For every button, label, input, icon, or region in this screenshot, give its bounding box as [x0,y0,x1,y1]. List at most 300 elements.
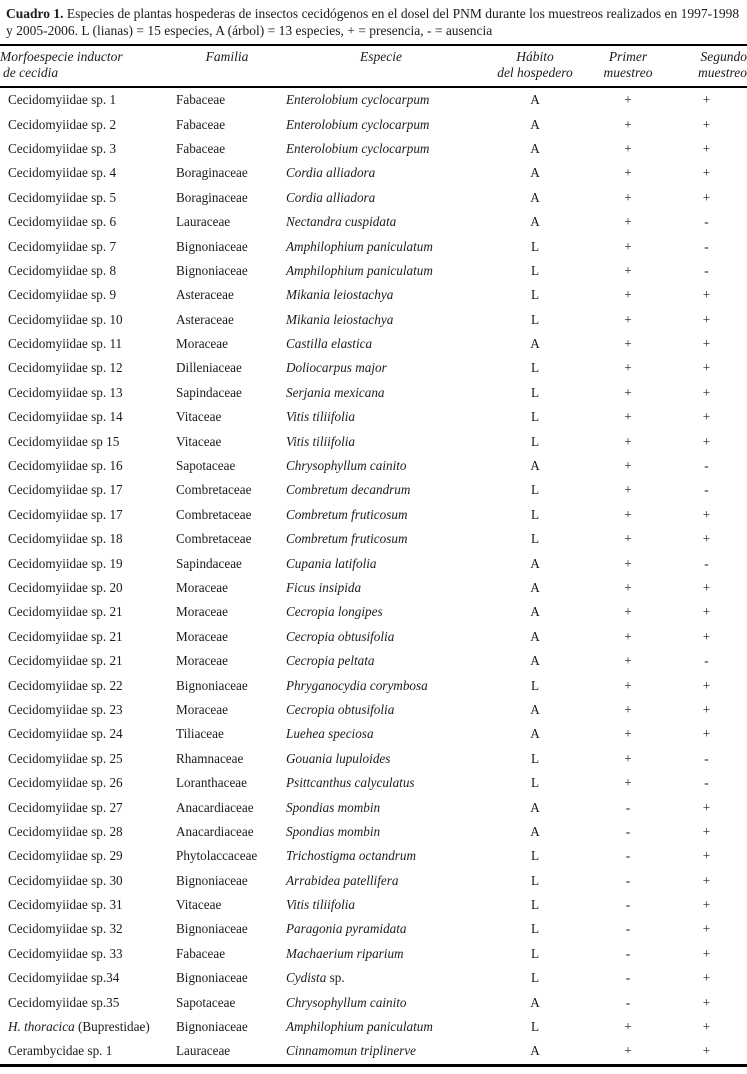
species-name-italic: Chrysophyllum cainito [286,458,407,474]
cell-first-sampling [590,1039,666,1065]
morphospecies-roman-part: Cecidomyiidae sp. 20 [8,580,123,595]
host-habit-value: L [530,750,540,766]
column-header-morfoespecie [0,45,172,87]
second-sampling-value: + [702,433,711,449]
header-morfoespecie-line1: Morfoespecie inductor [0,49,123,64]
cell-morphospecies [0,990,172,1014]
cell-morphospecies [0,429,172,453]
cell-host-habit [480,137,590,161]
species-name-italic: Castilla elastica [286,336,373,352]
morphospecies-roman-part: Cecidomyiidae sp. 31 [8,897,123,913]
cell-second-sampling [666,625,747,649]
host-habit-value: L [530,482,540,498]
cell-second-sampling [666,381,747,405]
cell-second-sampling [666,649,747,673]
host-habit-value: A [530,165,540,181]
table-row [0,308,747,332]
second-sampling-value: + [702,701,711,717]
cell-first-sampling [590,259,666,283]
first-sampling-value: + [624,677,632,693]
cell-first-sampling [590,820,666,844]
species-name-italic: Cupania latifolia [286,555,377,571]
morphospecies-roman-part: Cecidomyiidae sp. 21 [8,628,123,644]
table-row [0,1015,747,1039]
table-row [0,917,747,941]
first-sampling-value: - [625,921,631,937]
family-name: Lauraceae [176,214,231,230]
cell-second-sampling [666,112,747,136]
cell-second-sampling [666,698,747,722]
cell-second-sampling [666,917,747,941]
family-name: Bignoniaceae [176,921,248,937]
cell-species [282,820,480,844]
second-sampling-value: - [704,750,709,766]
cell-family [172,1015,282,1039]
column-header-segundo-muestreo [666,45,747,87]
cell-family [172,771,282,795]
first-sampling-value: + [624,238,632,254]
cell-second-sampling [666,771,747,795]
species-name-italic: Amphilophium paniculatum [286,1019,433,1035]
second-sampling-value: - [704,775,709,791]
cell-family [172,137,282,161]
cell-first-sampling [590,673,666,697]
first-sampling-value: + [624,360,632,376]
cell-morphospecies [0,942,172,966]
second-sampling-value: + [702,311,711,327]
morphospecies-roman-part: Cecidomyiidae sp. 10 [8,311,123,327]
morphospecies-roman-part: Cecidomyiidae sp. 22 [8,677,123,693]
cell-morphospecies [0,747,172,771]
table-row [0,87,747,112]
species-name-italic: Combretum decandrum [286,482,411,498]
first-sampling-value: - [625,799,631,815]
header-row [0,45,747,87]
cell-second-sampling [666,161,747,185]
second-sampling-value: - [704,262,709,278]
family-name: Moraceae [176,580,228,595]
table-row [0,332,747,356]
cell-family [172,283,282,307]
host-habit-value: A [530,653,540,669]
family-name: Tiliaceae [176,726,224,742]
host-habit-value: L [530,262,540,278]
cell-morphospecies [0,454,172,478]
family-name: Moraceae [176,653,228,669]
cell-first-sampling [590,551,666,575]
morphospecies-roman-part: Cecidomyiidae sp. 28 [8,823,123,839]
cell-family [172,820,282,844]
second-sampling-value: + [702,531,711,547]
host-habit-value: L [530,238,540,254]
morphospecies-roman-part: Cecidomyiidae sp. 9 [8,287,117,303]
species-name-italic: Doliocarpus major [286,360,387,376]
cell-host-habit [480,503,590,527]
family-name: Bignoniaceae [176,872,248,888]
species-name-italic: Serjania mexicana [286,384,385,400]
cell-family [172,917,282,941]
cell-first-sampling [590,429,666,453]
species-name-italic: Ficus insipida [286,580,362,595]
cell-morphospecies [0,600,172,624]
table-row [0,795,747,819]
second-sampling-value: + [702,189,711,205]
cell-second-sampling [666,673,747,697]
cell-first-sampling [590,966,666,990]
cell-host-habit [480,112,590,136]
header-especie-label: Especie [360,49,402,64]
cell-first-sampling [590,844,666,868]
second-sampling-value: + [702,677,711,693]
cell-morphospecies [0,649,172,673]
first-sampling-value: - [625,848,631,864]
table-row [0,990,747,1014]
cell-second-sampling [666,478,747,502]
species-name-italic: Vitis tiliifolia [286,433,355,449]
morphospecies-roman-part: Cecidomyiidae sp. 18 [8,531,123,547]
family-name: Bignoniaceae [176,262,248,278]
cell-first-sampling [590,649,666,673]
cell-morphospecies [0,503,172,527]
cell-second-sampling [666,405,747,429]
cell-first-sampling [590,87,666,112]
cell-species [282,381,480,405]
morphospecies-roman-part: Cecidomyiidae sp.35 [8,994,120,1010]
species-name-italic: Enterolobium cyclocarpum [286,140,430,156]
morphospecies-roman-part: Cecidomyiidae sp. 19 [8,555,123,571]
table-header [0,45,747,87]
table-row [0,747,747,771]
second-sampling-value: + [702,580,711,595]
host-habit-value: L [530,677,540,693]
table-row [0,942,747,966]
cell-family [172,527,282,551]
family-name: Combretaceae [176,506,252,522]
second-sampling-value: + [702,360,711,376]
cell-first-sampling [590,210,666,234]
family-name: Combretaceae [176,482,252,498]
table-row [0,869,747,893]
header-morfoespecie-line2: de cecidia [3,65,59,80]
cell-family [172,722,282,746]
second-sampling-value: + [702,1043,711,1059]
species-name-italic: Arrabidea patellifera [286,872,399,888]
cell-species [282,356,480,380]
morphospecies-roman-part: Cecidomyiidae sp. 2 [8,116,117,132]
table-row [0,698,747,722]
first-sampling-value: + [624,1019,632,1035]
morphospecies-roman-part: Cecidomyiidae sp. 26 [8,775,123,791]
species-name-italic: Mikania leiostachya [286,287,394,303]
family-name: Phytolaccaceae [176,848,258,864]
first-sampling-value: + [624,701,632,717]
species-name-italic: Enterolobium cyclocarpum [286,116,430,132]
cell-species [282,698,480,722]
host-plants-table [0,44,747,1067]
cell-first-sampling [590,527,666,551]
second-sampling-value: + [702,823,711,839]
cell-first-sampling [590,308,666,332]
second-sampling-value: - [704,653,709,669]
first-sampling-value: + [624,580,632,595]
cell-first-sampling [590,503,666,527]
cell-host-habit [480,795,590,819]
host-habit-value: A [530,92,540,108]
cell-species [282,259,480,283]
caption-text: Especies de plantas hospederas de insectos cecidógenos en el dosel del PNM durante los muestreos realizados en 1997-1998 y 2005-2006. L (lianas) = 15 especies, A (árbol) = 13 especies, + = presencia, - = ausencia [6,6,740,38]
cell-morphospecies [0,381,172,405]
cell-first-sampling [590,454,666,478]
cell-host-habit [480,844,590,868]
cell-morphospecies [0,186,172,210]
cell-species [282,600,480,624]
family-name: Moraceae [176,604,228,620]
cell-morphospecies [0,917,172,941]
cell-host-habit [480,283,590,307]
table-row [0,210,747,234]
morphospecies-roman-part: (Buprestidae) [74,1019,150,1035]
second-sampling-value: + [702,506,711,522]
caption-label: Cuadro 1. [6,6,64,21]
host-habit-value: A [530,336,540,352]
cell-first-sampling [590,576,666,600]
second-sampling-value: + [702,409,711,425]
morphospecies-roman-part: Cecidomyiidae sp. 21 [8,604,123,620]
table-row [0,356,747,380]
species-name-italic: Trichostigma octandrum [286,848,417,864]
first-sampling-value: + [624,775,632,791]
cell-host-habit [480,942,590,966]
table-row [0,600,747,624]
cell-host-habit [480,747,590,771]
cell-host-habit [480,893,590,917]
cell-second-sampling [666,454,747,478]
family-name: Anacardiaceae [176,799,254,815]
cell-species [282,551,480,575]
host-habit-value: L [530,897,540,913]
species-name-italic: Combretum fruticosum [286,506,408,522]
second-sampling-value: - [704,214,709,230]
cell-second-sampling [666,137,747,161]
column-header-familia [172,45,282,87]
cell-morphospecies [0,1015,172,1039]
host-habit-value: A [530,994,540,1010]
cell-host-habit [480,429,590,453]
family-name: Bignoniaceae [176,970,248,986]
species-name-italic: Spondias mombin [286,799,381,815]
cell-morphospecies [0,332,172,356]
cell-host-habit [480,356,590,380]
cell-species [282,234,480,258]
cell-family [172,893,282,917]
species-name-italic: Vitis tiliifolia [286,897,355,913]
cell-species [282,747,480,771]
family-name: Moraceae [176,701,228,717]
second-sampling-value: + [702,726,711,742]
cell-family [172,87,282,112]
first-sampling-value: + [624,165,632,181]
second-sampling-value: + [702,628,711,644]
first-sampling-value: + [624,92,632,108]
table-row [0,429,747,453]
cell-second-sampling [666,186,747,210]
host-habit-value: L [530,311,540,327]
cell-species [282,844,480,868]
cell-host-habit [480,332,590,356]
cell-first-sampling [590,161,666,185]
morphospecies-roman-part: Cecidomyiidae sp. 17 [8,506,123,522]
cell-family [172,161,282,185]
morphospecies-roman-part: Cecidomyiidae sp. 33 [8,945,123,961]
cell-first-sampling [590,283,666,307]
species-name-italic: Luehea speciosa [286,726,374,742]
second-sampling-value: - [704,238,709,254]
cell-family [172,234,282,258]
species-name-italic: Amphilophium paniculatum [286,238,433,254]
cell-first-sampling [590,747,666,771]
cell-family [172,795,282,819]
cell-host-habit [480,454,590,478]
cell-family [172,673,282,697]
cell-second-sampling [666,966,747,990]
cell-first-sampling [590,600,666,624]
family-name: Vitaceae [176,897,222,913]
species-name-italic: Machaerium riparium [286,945,404,961]
host-habit-value: L [530,506,540,522]
cell-morphospecies [0,698,172,722]
first-sampling-value: + [624,140,632,156]
second-sampling-value: + [702,897,711,913]
cell-species [282,210,480,234]
table-row [0,259,747,283]
cell-first-sampling [590,893,666,917]
cell-second-sampling [666,259,747,283]
second-sampling-value: - [704,458,709,474]
family-name: Vitaceae [176,409,222,425]
cell-species [282,771,480,795]
cell-host-habit [480,771,590,795]
cell-species [282,625,480,649]
cell-host-habit [480,966,590,990]
cell-second-sampling [666,308,747,332]
table-row [0,503,747,527]
cell-morphospecies [0,673,172,697]
table-body [0,87,747,1065]
family-name: Rhamnaceae [176,750,244,766]
species-name-italic: Cinnamomun triplinerve [286,1043,417,1059]
family-name: Anacardiaceae [176,823,254,839]
first-sampling-value: + [624,214,632,230]
cell-family [172,551,282,575]
first-sampling-value: + [624,531,632,547]
cell-second-sampling [666,1039,747,1065]
cell-second-sampling [666,747,747,771]
table-row [0,186,747,210]
cell-species [282,137,480,161]
cell-family [172,454,282,478]
cell-species [282,332,480,356]
cell-host-habit [480,308,590,332]
cell-morphospecies [0,87,172,112]
second-sampling-value: + [702,336,711,352]
cell-morphospecies [0,966,172,990]
cell-species [282,990,480,1014]
morphospecies-roman-part: Cecidomyiidae sp. 14 [8,409,123,425]
morphospecies-roman-part: Cecidomyiidae sp. 32 [8,921,123,937]
morphospecies-roman-part: Cecidomyiidae sp. 8 [8,262,117,278]
cell-family [172,698,282,722]
family-name: Asteraceae [176,311,234,327]
table-row [0,844,747,868]
cell-morphospecies [0,551,172,575]
first-sampling-value: + [624,458,632,474]
host-habit-value: L [530,384,540,400]
cell-species [282,527,480,551]
cell-host-habit [480,161,590,185]
host-habit-value: L [530,433,540,449]
cell-morphospecies [0,112,172,136]
family-name: Loranthaceae [176,775,248,791]
host-habit-value: A [530,458,540,474]
species-name-italic: Cecropia obtusifolia [286,628,395,644]
species-name-italic: Chrysophyllum cainito [286,994,407,1010]
morphospecies-roman-part: Cecidomyiidae sp. 30 [8,872,123,888]
first-sampling-value: + [624,628,632,644]
first-sampling-value: + [624,336,632,352]
cell-host-habit [480,1015,590,1039]
cell-family [172,186,282,210]
first-sampling-value: - [625,872,631,888]
morphospecies-roman-part: Cecidomyiidae sp. 16 [8,458,123,474]
morphospecies-roman-part: Cecidomyiidae sp. 27 [8,799,123,815]
morphospecies-roman-part: Cerambycidae sp. 1 [8,1043,113,1059]
header-segundo-line2: muestreo [698,65,747,80]
host-habit-value: A [530,1043,540,1059]
first-sampling-value: - [625,994,631,1010]
family-name: Asteraceae [176,287,234,303]
cell-family [172,625,282,649]
cell-host-habit [480,869,590,893]
species-name-italic: Psittcanthus calyculatus [286,775,415,791]
cell-family [172,576,282,600]
cell-second-sampling [666,893,747,917]
second-sampling-value: + [702,92,711,108]
first-sampling-value: + [624,116,632,132]
second-sampling-value: + [702,165,711,181]
host-habit-value: L [530,1019,540,1035]
cell-morphospecies [0,625,172,649]
table-row [0,137,747,161]
cell-host-habit [480,820,590,844]
cell-host-habit [480,673,590,697]
cell-second-sampling [666,527,747,551]
table-row [0,381,747,405]
second-sampling-value: + [702,921,711,937]
table-row [0,722,747,746]
header-familia-label: Familia [205,49,249,64]
cell-second-sampling [666,551,747,575]
morphospecies-roman-part: Cecidomyiidae sp. 21 [8,653,123,669]
cell-host-habit [480,478,590,502]
family-name: Sapotaceae [176,994,236,1010]
second-sampling-value: + [702,116,711,132]
table-row [0,283,747,307]
cell-morphospecies [0,576,172,600]
cell-morphospecies [0,795,172,819]
host-habit-value: A [530,189,540,205]
cell-species [282,1015,480,1039]
column-header-habito [480,45,590,87]
